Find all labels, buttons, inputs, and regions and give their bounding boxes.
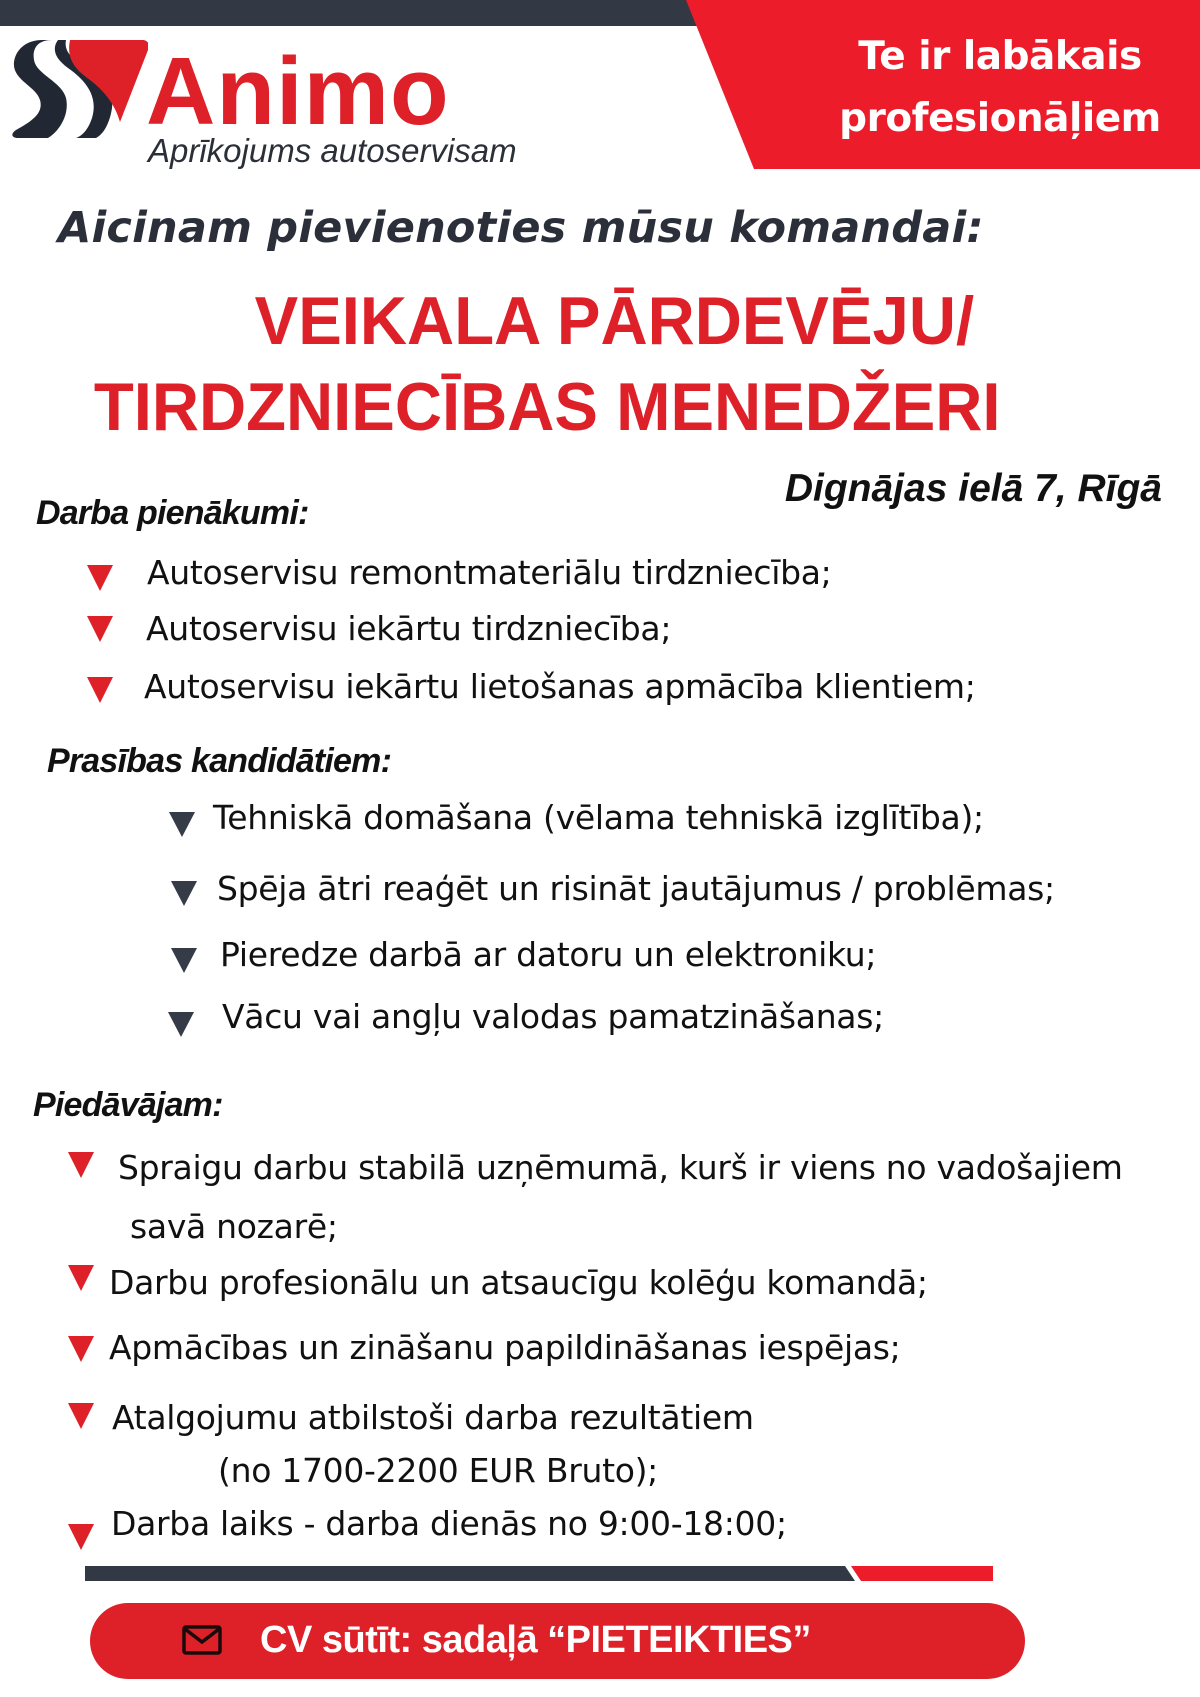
- job-title-line-1: VEIKALA PĀRDEVĒJU/: [254, 283, 975, 359]
- brand-name: Animo: [146, 38, 450, 145]
- offer-item-continuation: savā nozarē;: [130, 1207, 338, 1246]
- offer-item: Apmācības un zināšanu papildināšanas iespējas;: [109, 1328, 901, 1367]
- invite-heading: Aicinam pievienoties mūsu komandai:: [58, 203, 984, 253]
- mail-icon: [182, 1625, 222, 1655]
- offer-item: Atalgojumu atbilstoši darba rezultātiem: [112, 1398, 754, 1437]
- red-triangle-bullet-icon: [87, 616, 113, 642]
- requirement-item: Spēja ātri reaģēt un risināt jautājumus / problēmas;: [217, 869, 1055, 908]
- red-triangle-bullet-icon: [68, 1403, 94, 1429]
- offer-item: Darbu profesionālu un atsaucīgu kolēģu komandā;: [109, 1263, 928, 1302]
- offer-item: Darba laiks - darba dienās no 9:00-18:00;: [111, 1504, 787, 1543]
- offer-item: Spraigu darbu stabilā uzņēmumā, kurš ir viens no vadošajiem: [118, 1148, 1123, 1187]
- dark-triangle-bullet-icon: [171, 948, 197, 973]
- duty-item: Autoservisu iekārtu lietošanas apmācība klientiem;: [144, 667, 976, 706]
- duty-item: Autoservisu iekārtu tirdzniecība;: [146, 609, 672, 648]
- cv-submit-label: CV sūtīt: sadaļā “PIETEIKTIES”: [260, 1619, 811, 1661]
- red-triangle-bullet-icon: [68, 1152, 94, 1178]
- job-title-line-2: TIRDZNIECĪBAS MENEDŽERI: [93, 369, 1001, 445]
- divider-bar: [85, 1566, 993, 1581]
- duties-heading: Darba pienākumi:: [36, 494, 309, 532]
- brand-tagline: Aprīkojums autoservisam: [148, 132, 517, 169]
- requirements-heading: Prasības kandidātiem:: [47, 742, 392, 780]
- requirement-item: Pieredze darbā ar datoru un elektroniku;: [220, 935, 877, 974]
- dark-triangle-bullet-icon: [168, 1012, 194, 1037]
- duty-item: Autoservisu remontmateriālu tirdzniecība;: [147, 553, 832, 592]
- slogan-line-1: Te ir labākais: [858, 34, 1142, 79]
- red-triangle-bullet-icon: [68, 1524, 94, 1550]
- red-triangle-bullet-icon: [87, 565, 113, 591]
- red-triangle-bullet-icon: [68, 1336, 94, 1362]
- job-address: Dignājas ielā 7, Rīgā: [784, 467, 1162, 510]
- cv-submit-banner[interactable]: [90, 1603, 1025, 1679]
- red-triangle-bullet-icon: [68, 1265, 94, 1291]
- requirement-item: Vācu vai angļu valodas pamatzināšanas;: [222, 997, 884, 1036]
- offer-item-continuation: (no 1700-2200 EUR Bruto);: [218, 1451, 658, 1490]
- job-title: [24, 278, 1176, 450]
- offer-heading: Piedāvājam:: [33, 1086, 223, 1124]
- requirement-item: Tehniskā domāšana (vēlama tehniskā izglītība);: [213, 798, 984, 837]
- dark-triangle-bullet-icon: [169, 812, 195, 837]
- slogan-text: [810, 26, 1190, 150]
- red-triangle-bullet-icon: [87, 677, 113, 703]
- animo-logo-icon: [8, 38, 148, 140]
- slogan-line-2: profesionāļiem: [839, 96, 1161, 141]
- dark-triangle-bullet-icon: [171, 881, 197, 906]
